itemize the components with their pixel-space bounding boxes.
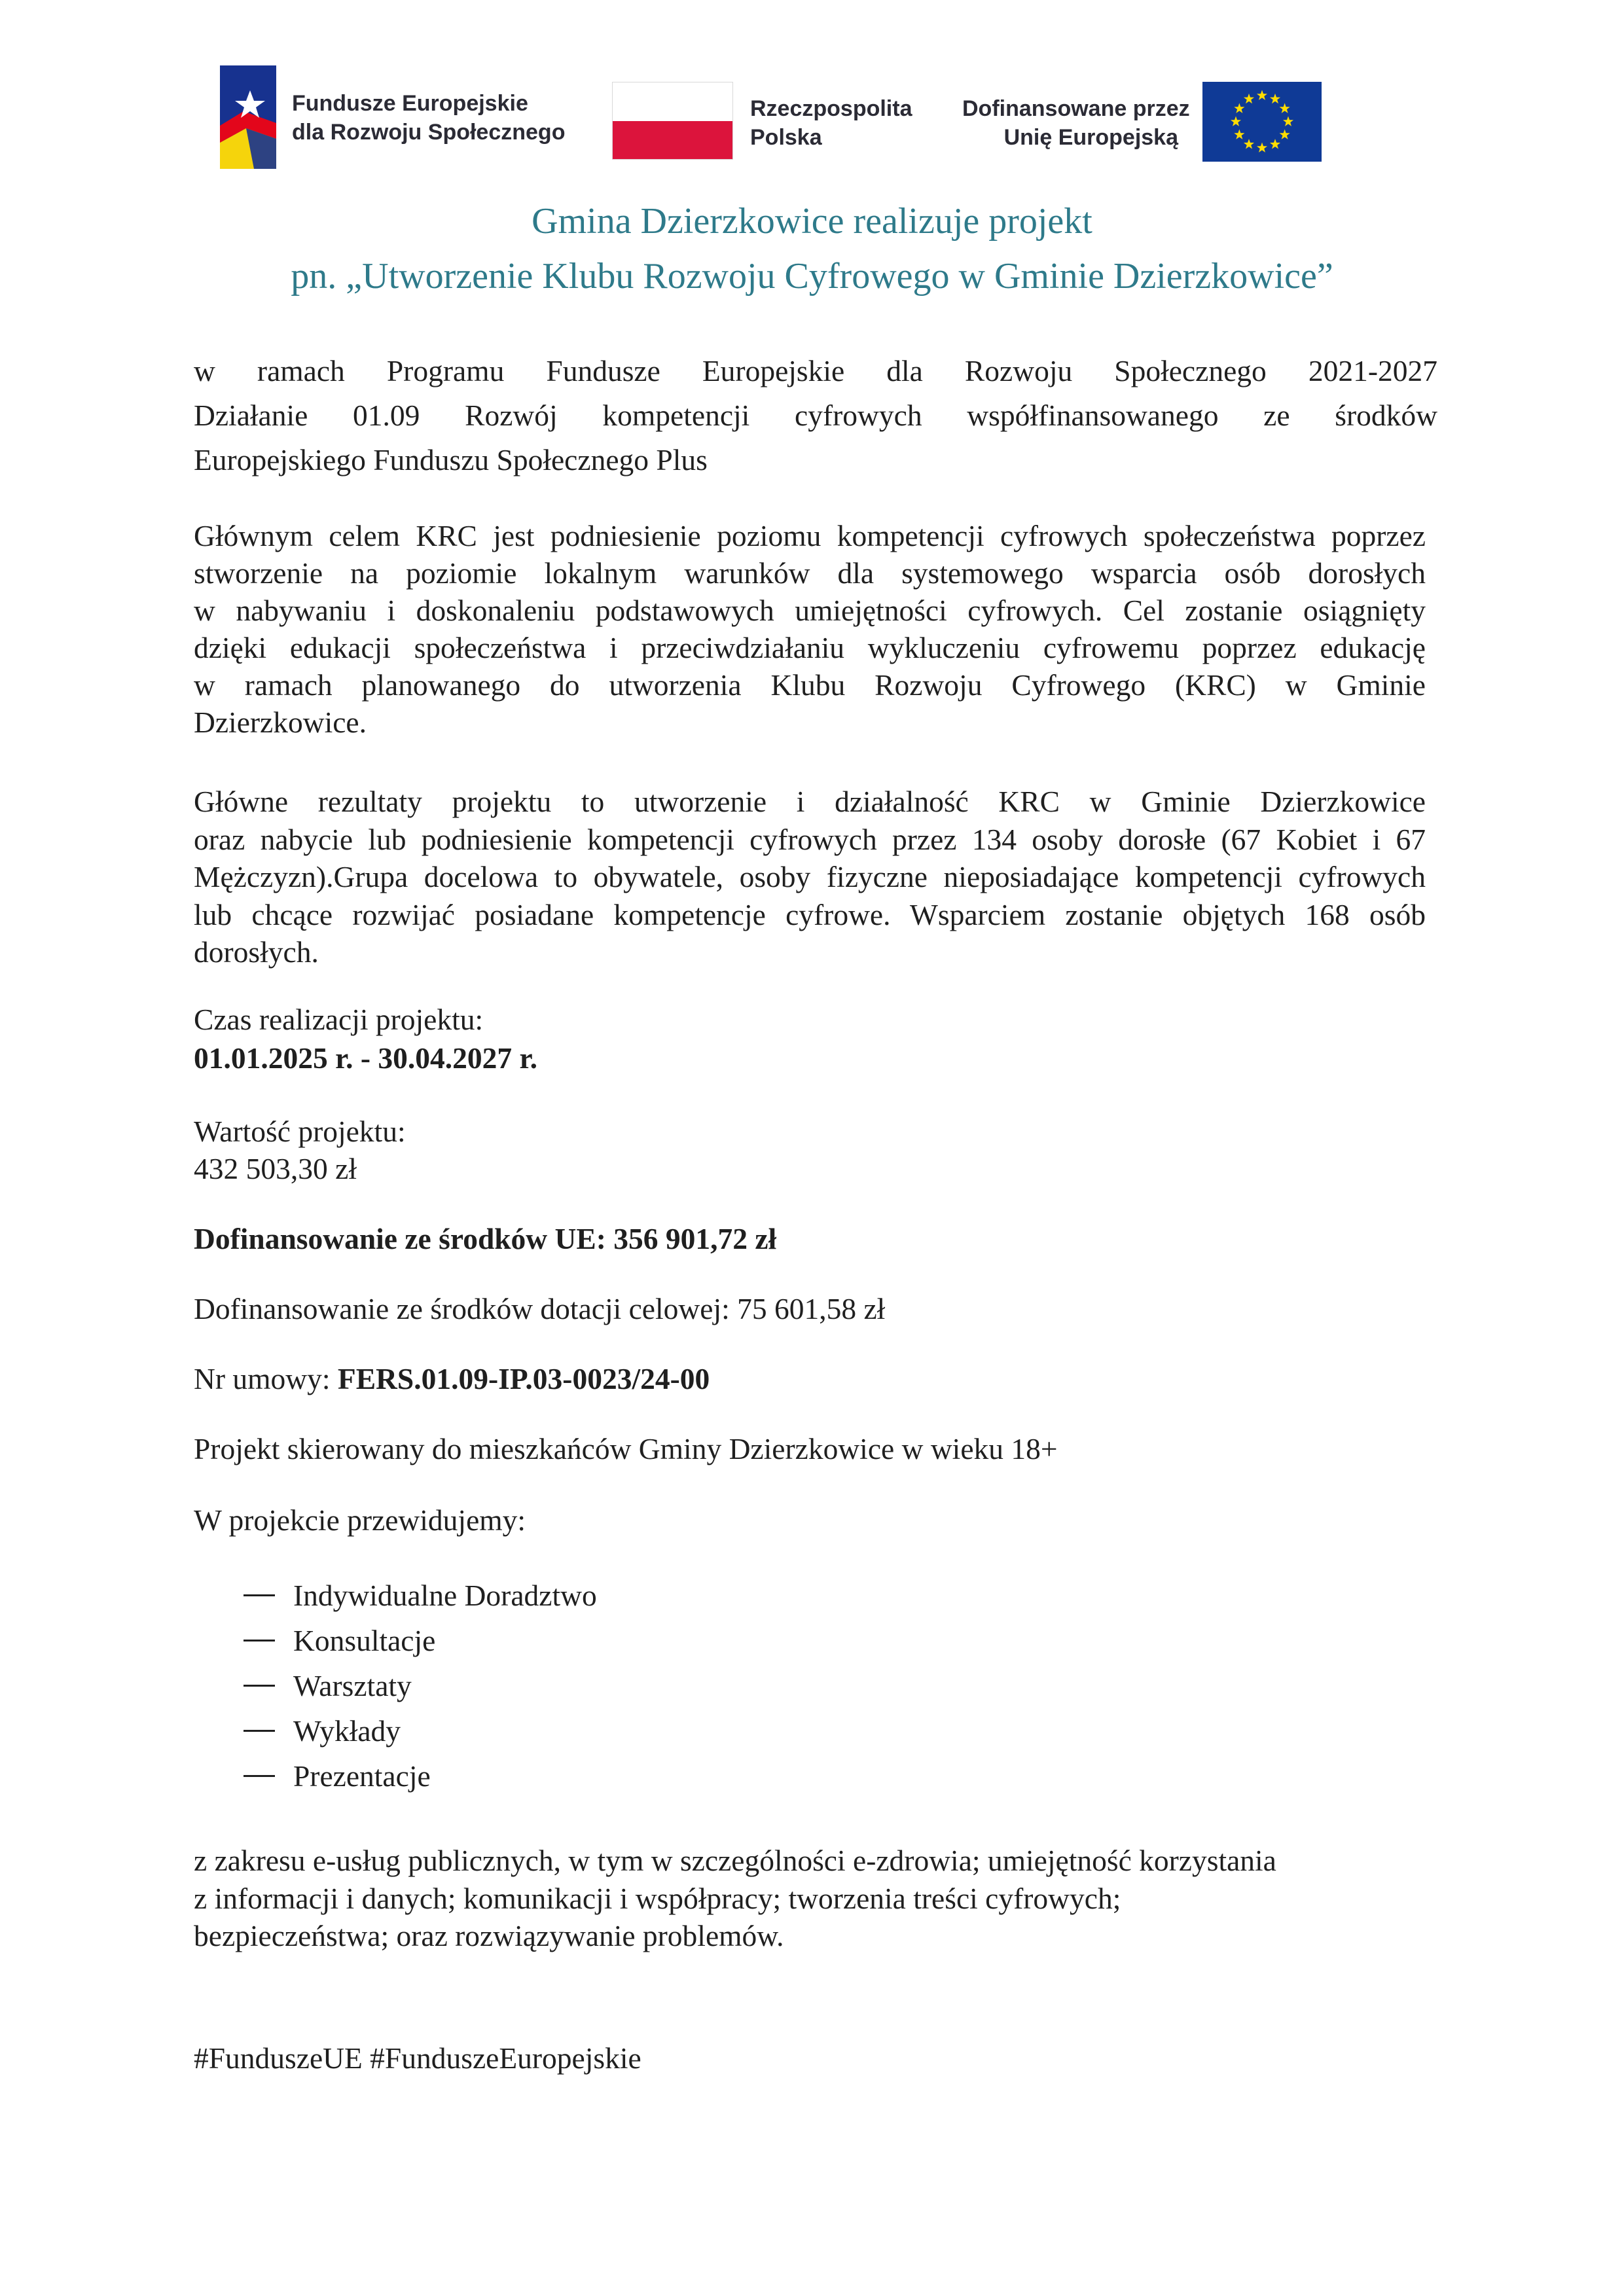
goal-line-4: dzięki edukacji społeczeństwa i przeciwdziałaniu wykluczeniu cyfrowemu poprzez edukację: [194, 631, 1426, 664]
page-title-line2: pn. „Utworzenie Klubu Rozwoju Cyfrowego w Gminie Dzierzkowice”: [291, 256, 1333, 296]
contract-label: Nr umowy:: [194, 1362, 338, 1395]
fe-logo-line1: Fundusze Europejskie: [292, 91, 528, 116]
results-line-5: dorosłych.: [194, 935, 319, 969]
intro-line-3: Europejskiego Funduszu Społecznego Plus: [194, 443, 708, 476]
dash-bullet: [244, 1685, 275, 1687]
activity-label: Indywidualne Doradztwo: [293, 1579, 597, 1612]
fe-logo-line2: dla Rozwoju Społecznego: [292, 120, 566, 145]
activity-label: Prezentacje: [293, 1759, 431, 1793]
hashtags: #FunduszeUE #FunduszeEuropejskie: [194, 2041, 641, 2075]
contract-number-line: [194, 1361, 710, 1396]
list-item: [244, 1708, 597, 1753]
polish-flag-icon: [612, 82, 733, 160]
dash-bullet: [244, 1640, 275, 1641]
goal-line-6: Dzierzkowice.: [194, 706, 367, 739]
eu-flag-icon: [1202, 82, 1322, 162]
audience-text: Projekt skierowany do mieszkańców Gminy Dzierzkowice w wieku 18+: [194, 1432, 1058, 1465]
eu-cofinancing-text: [962, 94, 1190, 152]
value-label: Wartość projektu:: [194, 1115, 406, 1148]
dash-bullet: [244, 1730, 275, 1732]
rp-logo-line1: Rzeczpospolita: [750, 96, 912, 121]
scope-line-3: bezpieczeństwa; oraz rozwiązywanie problemów.: [194, 1919, 784, 1952]
dash-bullet: [244, 1775, 275, 1777]
eu-logo-line2: Unię Europejską: [1003, 125, 1178, 150]
results-line-2: oraz nabycie lub podniesienie kompetencji cyfrowych przez 134 osoby dorosłe (67 Kobiet i 67: [194, 822, 1426, 856]
fundusze-europejskie-logo-text: [292, 89, 565, 147]
goal-paragraph: [194, 517, 1426, 741]
list-item: [244, 1618, 597, 1663]
list-item: [244, 1663, 597, 1708]
goal-line-5: w ramach planowanego do utworzenia Klubu Rozwoju Cyfrowego (KRC) w Gminie: [194, 668, 1426, 702]
page-title-line1: Gmina Dzierzkowice realizuje projekt: [532, 201, 1092, 242]
activity-label: Wykłady: [293, 1714, 401, 1748]
scope-line-1: z zakresu e-usług publicznych, w tym w szczególności e-zdrowia; umiejętność korzystania: [194, 1844, 1276, 1877]
results-line-3: Mężczyzn).Grupa docelowa to obywatele, osoby fizyczne nieposiadające kompetencji cyfrowych: [194, 860, 1426, 893]
duration-label: Czas realizacji projektu:: [194, 1003, 484, 1036]
grant-funding: Dofinansowanie ze środków dotacji celowej: 75 601,58 zł: [194, 1292, 886, 1325]
list-item: [244, 1573, 597, 1618]
list-item: [244, 1753, 597, 1799]
scope-paragraph: [194, 1842, 1426, 1955]
activities-list: [244, 1573, 597, 1799]
activity-label: Konsultacje: [293, 1624, 436, 1657]
intro-line-1: w ramach Programu Fundusze Europejskie dla Rozwoju Społecznego 2021-2027: [194, 354, 1437, 387]
intro-paragraph: [194, 349, 1437, 482]
results-line-1: Główne rezultaty projektu to utworzenie i działalność KRC w Gminie Dzierzkowice: [194, 785, 1426, 818]
dash-bullet: [244, 1594, 275, 1596]
results-line-4: lub chcące rozwijać posiadane kompetencje cyfrowe. Wsparciem zostanie objętych 168 osób: [194, 897, 1426, 931]
plan-heading: W projekcie przewidujemy:: [194, 1503, 526, 1537]
goal-line-3: w nabywaniu i doskonaleniu podstawowych umiejętności cyfrowych. Cel zostanie osiągnięty: [194, 594, 1426, 627]
goal-line-1: Głównym celem KRC jest podniesienie poziomu kompetencji cyfrowych społeczeństwa poprzez: [194, 519, 1426, 552]
eu-logo-line1: Dofinansowane przez: [962, 96, 1190, 121]
contract-number: FERS.01.09-IP.03-0023/24-00: [337, 1362, 710, 1395]
eu-funding: Dofinansowanie ze środków UE: 356 901,72 zł: [194, 1222, 777, 1255]
duration-value: 01.01.2025 r. - 30.04.2027 r.: [194, 1041, 537, 1075]
scope-line-2: z informacji i danych; komunikacji i współpracy; tworzenia treści cyfrowych;: [194, 1881, 1121, 1915]
activity-label: Warsztaty: [293, 1669, 412, 1702]
goal-line-2: stworzenie na poziomie lokalnym warunków dla systemowego wsparcia osób dorosłych: [194, 556, 1426, 590]
fundusze-europejskie-logo-icon: [220, 65, 276, 169]
intro-line-2: Działanie 01.09 Rozwój kompetencji cyfrowych współfinansowanego ze środków: [194, 399, 1437, 432]
value-amount: 432 503,30 zł: [194, 1152, 357, 1185]
rp-logo-line2: Polska: [750, 125, 822, 150]
logo-bar: [216, 64, 1329, 169]
results-paragraph: [194, 783, 1426, 971]
rzeczpospolita-logo-text: [750, 94, 912, 152]
